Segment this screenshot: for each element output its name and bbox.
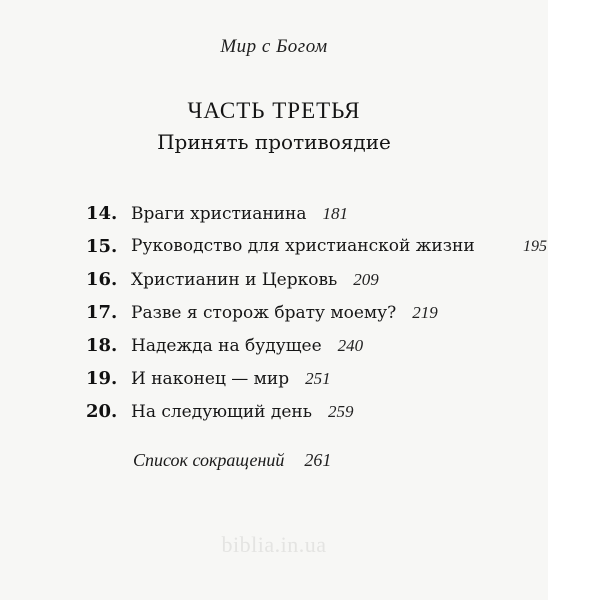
chapter-title: На следующий день [131, 402, 312, 422]
watermark: biblia.in.ua [221, 532, 327, 557]
toc-entry-19 [0, 362, 548, 395]
part-title: Принять противоядие [157, 130, 391, 154]
running-head: Мир с Богом [220, 36, 328, 57]
abbreviations-title: Список сокращений [133, 450, 285, 470]
chapter-number: 16. [86, 269, 118, 290]
page-number: 195 [523, 238, 547, 255]
chapter-number: 20. [86, 401, 118, 422]
page-number: 181 [322, 204, 348, 223]
page-number: 240 [337, 336, 364, 355]
toc-entry-20 [0, 395, 548, 428]
table-of-contents [0, 197, 548, 428]
toc-entry-17 [0, 296, 548, 329]
toc-entry-14 [0, 197, 548, 230]
chapter-title: Руководство для христианской жизни [131, 236, 475, 256]
part-label: ЧАСТЬ ТРЕТЬЯ [187, 98, 361, 123]
chapter-title: Христианин и Церковь [131, 270, 338, 290]
toc-entry-18 [0, 329, 548, 362]
chapter-number: 14. [86, 203, 118, 224]
toc-entry-16 [0, 263, 548, 296]
toc-entry-15 [0, 230, 548, 263]
page-number: 251 [305, 369, 331, 388]
page-number: 219 [412, 303, 438, 322]
chapter-title: Надежда на будущее [131, 336, 322, 356]
page-number: 259 [328, 402, 354, 421]
abbreviations-entry [133, 450, 331, 471]
chapter-number: 15. [86, 236, 118, 257]
chapter-title: И наконец — мир [131, 369, 290, 389]
chapter-title: Враги христианина [131, 204, 307, 224]
chapter-number: 18. [86, 335, 118, 356]
page-number: 209 [353, 270, 379, 289]
chapter-title: Разве я сторож брату моему? [131, 303, 397, 323]
chapter-number: 17. [86, 302, 118, 323]
page-number: 261 [304, 450, 332, 470]
chapter-number: 19. [86, 368, 118, 389]
